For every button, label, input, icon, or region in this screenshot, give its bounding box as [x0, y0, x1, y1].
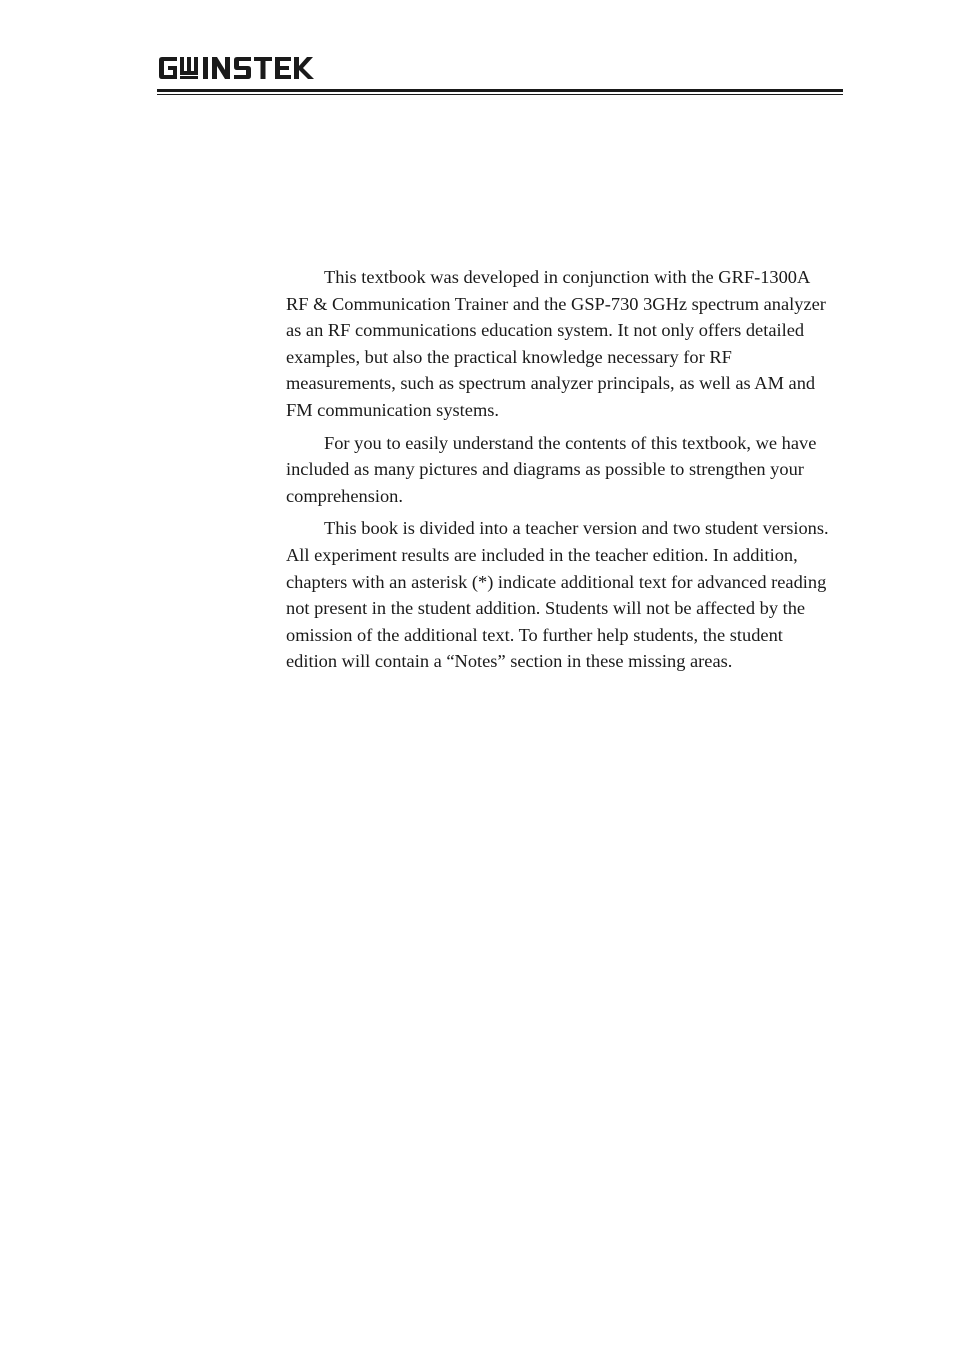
body-text — [286, 264, 834, 681]
gw-instek-logo-icon — [157, 55, 321, 81]
page-header — [157, 52, 843, 96]
gw-instek-logo — [157, 55, 321, 81]
header-rule-thick — [157, 89, 843, 92]
header-rule-thin — [157, 94, 843, 95]
paragraph-2: For you to easily understand the contents of this textbook, we have included as many pictures and diagrams as possible to strengthen your comprehension. — [286, 432, 817, 506]
paragraph-3: This book is divided into a teacher version and two student versions. All experiment results are included in the teacher edition. In addition, chapters with an asterisk (*) indicate additional text for advanced reading not present in the student addition. Students will not be affected by the omission of the additional text. To further help students, the student edition will contain a “Notes” section in these missing areas. — [286, 518, 829, 672]
paragraph-1: This textbook was developed in conjunction with the GRF-1300A RF & Communication Trainer and the GSP-730 3GHz spectrum analyzer as an RF communications education system. It not only offers detailed examples, but also the practical knowledge necessary for RF measurements, such as spectrum analyzer principals, as well as AM and FM communication systems. — [286, 267, 826, 420]
